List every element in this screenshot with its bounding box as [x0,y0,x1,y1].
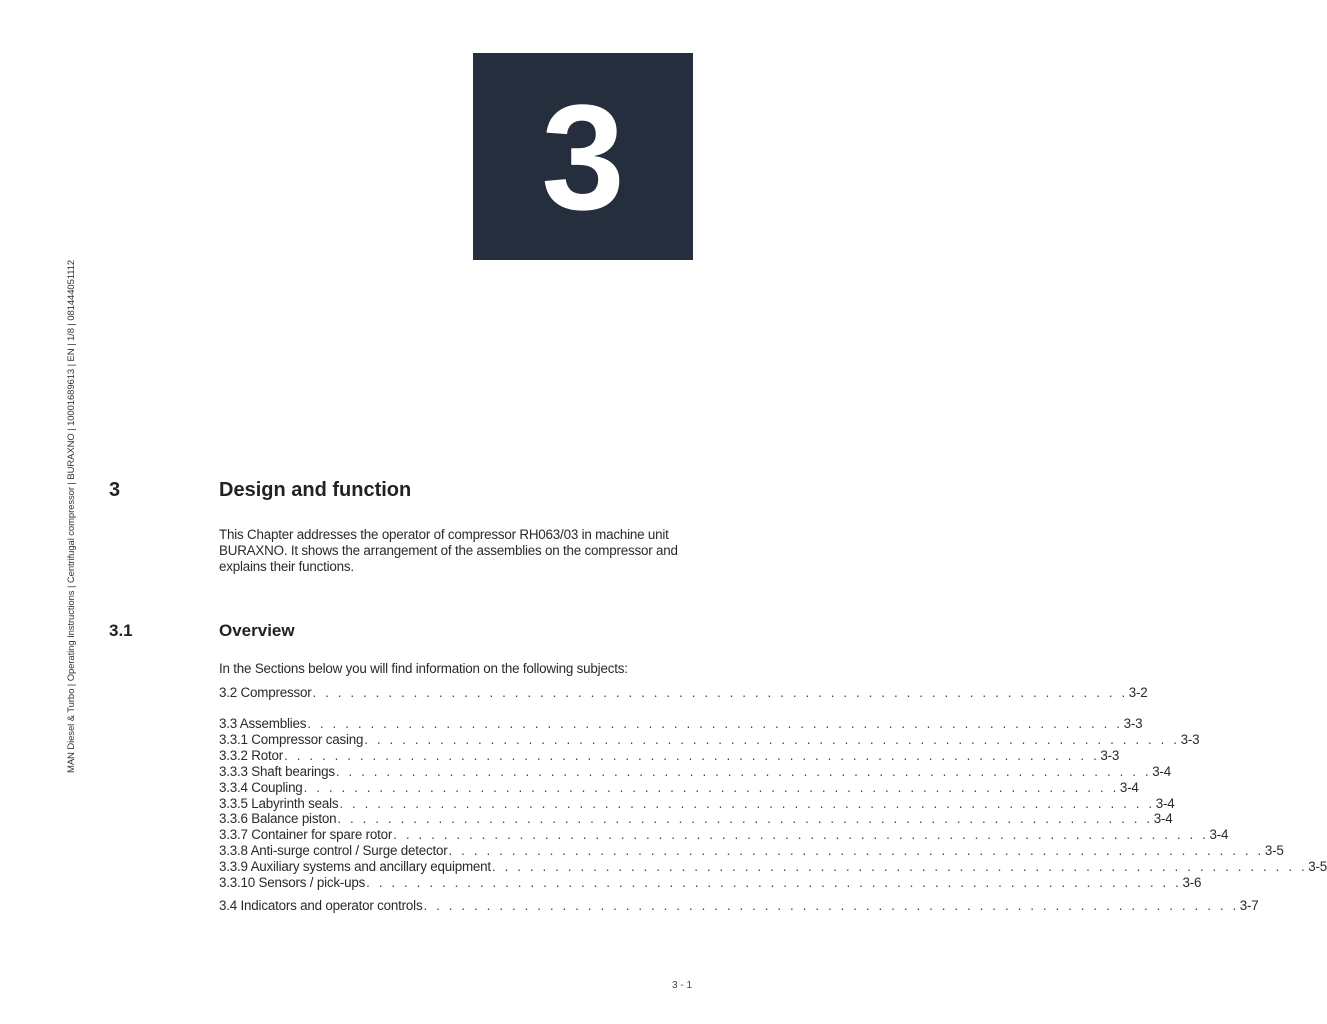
toc-leader-dots: . . . . . . . . . . . . . . . . . . . . . . . . . . . . . . . . . . . . . . . . . . . . . . . . . . . . . . . . . . . . . . . . . [337,811,1153,826]
toc-entry-page: 3-5 [1264,843,1284,858]
toc-leader-dots: . . . . . . . . . . . . . . . . . . . . . . . . . . . . . . . . . . . . . . . . . . . . . . . . . . . . . . . . . . . . . . . . . [335,764,1152,779]
toc-entry-title: 3.3.7 Container for spare rotor [219,827,393,842]
toc-entry-page: 3-3 [1100,748,1120,763]
toc-leader-dots: . . . . . . . . . . . . . . . . . . . . . . . . . . . . . . . . . . . . . . . . . . . . . . . . . . . . . . . . . . . . . . . . . [366,875,1182,890]
toc-entry-page: 3-4 [1209,827,1229,842]
toc-leader-dots: . . . . . . . . . . . . . . . . . . . . . . . . . . . . . . . . . . . . . . . . . . . . . . . . . . . . . . . . . . . . . . . . . [364,732,1180,747]
intro-line: BURAXNO. It shows the arrangement of the assemblies on the compressor and [219,543,678,558]
toc-leader-dots: . . . . . . . . . . . . . . . . . . . . . . . . . . . . . . . . . . . . . . . . . . . . . . . . . . . . . . . . . . . . . . . . . [448,843,1264,858]
toc-entry-page: 3-4 [1153,811,1173,826]
toc-entry[interactable] [219,796,1175,812]
section-title: Design and function [219,479,412,501]
toc-entry-title: 3.3.4 Coupling [219,780,303,795]
toc-entry[interactable] [219,898,1259,914]
toc-entry-title: 3.3.10 Sensors / pick-ups [219,875,366,890]
toc-entry-title: 3.3.3 Shaft bearings [219,764,335,779]
toc-leader-dots: . . . . . . . . . . . . . . . . . . . . . . . . . . . . . . . . . . . . . . . . . . . . . . . . . . . . . . . . . . . . . . . . . [307,716,1123,731]
toc-entry-page: 3-3 [1123,716,1143,731]
chapter-number: 3 [541,72,625,241]
toc-entry-page: 3-4 [1152,764,1171,779]
toc-entry-page: 3-3 [1180,732,1200,747]
toc-entry-title: 3.4 Indicators and operator controls [219,898,423,913]
toc-entry[interactable] [219,780,1139,796]
toc-entry-title: 3.3.8 Anti-surge control / Surge detector [219,843,448,858]
toc-leader-dots: . . . . . . . . . . . . . . . . . . . . . . . . . . . . . . . . . . . . . . . . . . . . . . . . . . . . . . . . . . . . . . . . . [393,827,1209,842]
toc-leader-dots: . . . . . . . . . . . . . . . . . . . . . . . . . . . . . . . . . . . . . . . . . . . . . . . . . . . . . . . . . . . . . . . . . [312,685,1128,700]
toc-leader-dots: . . . . . . . . . . . . . . . . . . . . . . . . . . . . . . . . . . . . . . . . . . . . . . . . . . . . . . . . . . . . . . . . . [423,898,1239,913]
toc-entry-page: 3-4 [1119,780,1139,795]
toc-leader-dots: . . . . . . . . . . . . . . . . . . . . . . . . . . . . . . . . . . . . . . . . . . . . . . . . . . . . . . . . . . . . . . . . . [491,859,1308,874]
toc-entry[interactable] [219,875,1202,891]
toc-entry-page: 3-4 [1155,796,1175,811]
toc-entry[interactable] [219,685,1148,701]
page-number: 3 - 1 [672,980,693,991]
section-number: 3 [109,479,121,501]
subsection-title: Overview [219,621,295,640]
toc-entry[interactable] [219,843,1284,859]
toc-entry[interactable] [219,732,1200,748]
toc-entry-title: 3.3.5 Labyrinth seals [219,796,339,811]
toc-entry[interactable] [219,716,1143,732]
toc-entry-page: 3-2 [1128,685,1148,700]
document-reference-sidebar: MAN Diesel & Turbo | Operating Instructions | Centrifugal compressor | BURAXNO | 10001689613 | EN | 1/8 | 081444051112 [66,259,77,773]
toc-entry-title: 3.2 Compressor [219,685,312,700]
toc-leader-dots: . . . . . . . . . . . . . . . . . . . . . . . . . . . . . . . . . . . . . . . . . . . . . . . . . . . . . . . . . . . . . . . . . [303,780,1119,795]
chapter-number-block [473,53,693,260]
toc-entry-title: 3.3.1 Compressor casing [219,732,364,747]
toc-entry-title: 3.3.9 Auxiliary systems and ancillary equipment [219,859,491,874]
toc-entry[interactable] [219,748,1120,764]
toc-entry-title: 3.3.2 Rotor [219,748,284,763]
toc-leader-dots: . . . . . . . . . . . . . . . . . . . . . . . . . . . . . . . . . . . . . . . . . . . . . . . . . . . . . . . . . . . . . . . . . [339,796,1155,811]
toc-entry[interactable] [219,764,1171,780]
intro-line: explains their functions. [219,559,354,574]
toc-entry-page: 3-5 [1308,859,1327,874]
toc-entry-title: 3.3.6 Balance piston [219,811,337,826]
subsection-number: 3.1 [109,621,133,640]
toc-entry-page: 3-7 [1239,898,1259,913]
section-intro [219,527,699,575]
toc-entry[interactable] [219,859,1327,875]
toc-entry-title: 3.3 Assemblies [219,716,307,731]
toc-leader-dots: . . . . . . . . . . . . . . . . . . . . . . . . . . . . . . . . . . . . . . . . . . . . . . . . . . . . . . . . . . . . . . . . . [284,748,1100,763]
overview-lead: In the Sections below you will find information on the following subjects: [219,661,628,676]
toc-entry[interactable] [219,811,1173,827]
toc-entry-page: 3-6 [1182,875,1202,890]
intro-line: This Chapter addresses the operator of compressor RH063/03 in machine unit [219,527,669,542]
toc-entry[interactable] [219,827,1229,843]
